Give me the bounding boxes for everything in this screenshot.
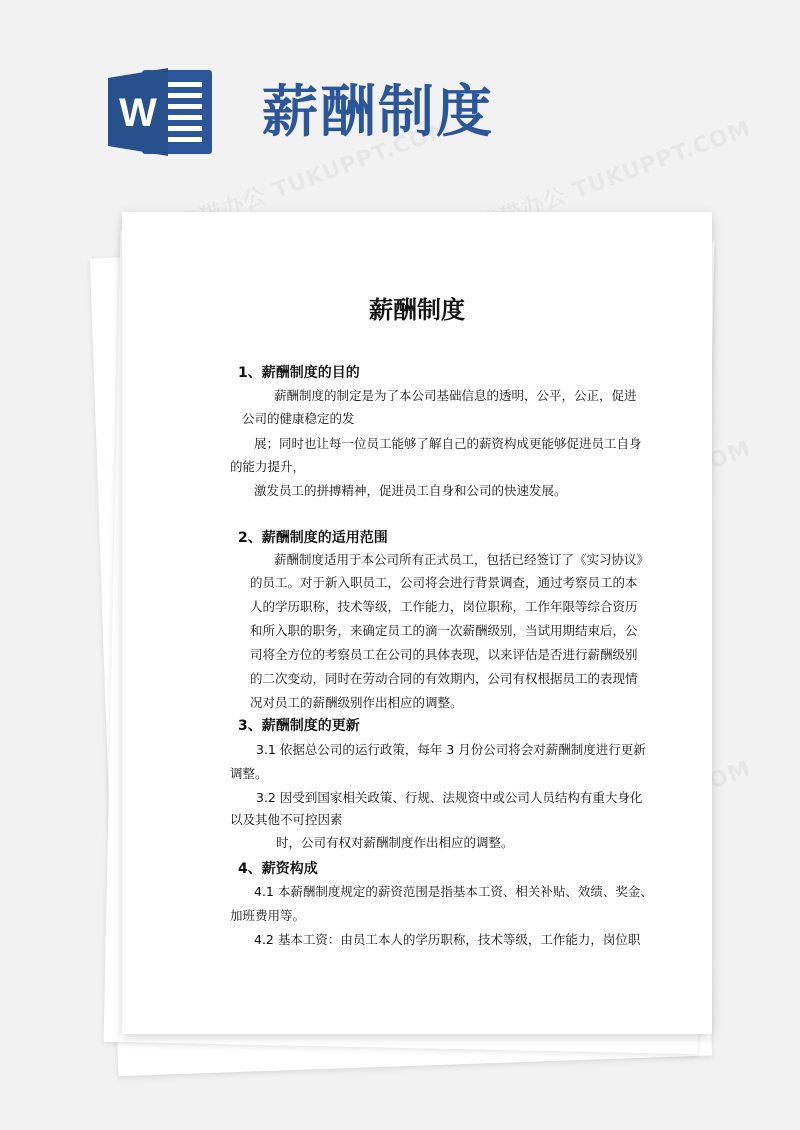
section-heading: 1、薪酬制度的目的 [238,365,360,381]
paragraph-line: 的员工。对于新入职员工，公司将会进行背景调查，通过考察员工的本 [250,575,638,590]
paragraph-line: 激发员工的拼搏精神，促进员工自身和公司的快速发展。 [254,483,567,498]
paragraph-line: 加班费用等。 [230,908,306,923]
paragraph-line: 3.2 因受到国家相关政策、行规、法规资中或公司人员结构有重大身化 [256,790,643,805]
paragraph-line: 调整。 [230,766,268,781]
paragraph-line: 和所入职的职务，来确定员工的滴一次薪酬级别，当试用期结束后，公 [250,623,638,638]
section-heading: 3、薪酬制度的更新 [238,718,360,734]
paragraph-line: 司将全方位的考察员工在公司的具体表现，以来评估是否进行薪酬级别 [250,647,638,662]
word-document-icon [108,66,216,158]
section-heading: 2、薪酬制度的适用范围 [238,530,388,546]
banner-title: 薪酬制度 [262,80,494,145]
document-title: 薪酬制度 [369,296,465,324]
paragraph-line: 的二次变动，同时在劳动合同的有效期内，公司有权根据员工的表现情 [250,671,638,686]
paragraph-line: 4.2 基本工资：由员工本人的学历职称，技术等级，工作能力，岗位职 [254,932,641,947]
word-logo-letter: W [119,91,157,135]
paragraph-line: 人的学历职称，技术等级，工作能力，岗位职称，工作年限等综合资历 [250,599,638,614]
paragraph-line: 况对员工的薪酬级别作出相应的调整。 [250,695,463,710]
paragraph-line: 薪酬制度适用于本公司所有正式员工，包括已经签订了《实习协议》 [274,552,650,567]
paragraph-line: 薪酬制度的制定是为了本公司基础信息的透明，公平，公正，促进 [274,388,637,403]
section-heading: 4、薪资构成 [238,861,318,877]
paragraph-line: 以及其他不可控因素 [230,812,343,827]
paragraph-line: 的能力提升， [230,459,306,474]
paragraph-line: 时，公司有权对薪酬制度作出相应的调整。 [276,835,514,850]
paragraph-line: 4.1 本薪酬制度规定的薪资范围是指基本工资、相关补贴、效绩、奖金、 [254,884,653,899]
paragraph-line: 公司的健康稳定的发 [242,411,355,426]
document-page [122,212,712,1034]
paragraph-line: 3.1 依据总公司的运行政策，每年 3 月份公司将会对薪酬制度进行更新 [256,742,646,757]
paragraph-line: 展；同时也让每一位员工能够了解自己的薪资构成更能够促进员工自身 [254,436,642,451]
